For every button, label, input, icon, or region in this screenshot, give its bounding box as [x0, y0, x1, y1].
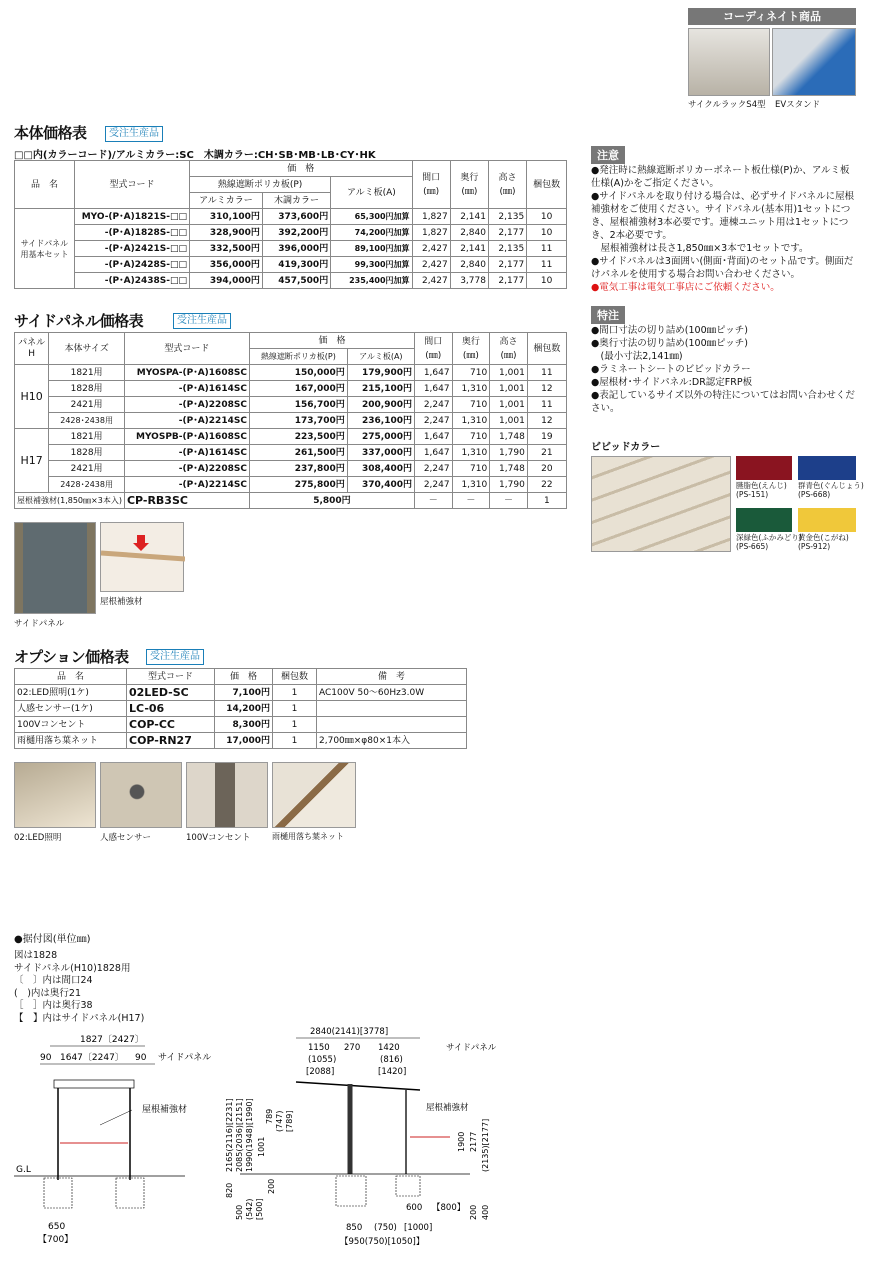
swatch-2-label: 群青色(ぐんじょう) (PS-668)	[798, 481, 864, 499]
h-name: 品 名	[15, 161, 75, 209]
cell-price: 310,100円	[190, 209, 263, 225]
side-v10: (2135)[2177]	[481, 1118, 490, 1172]
cell-price: 419,300円	[262, 257, 330, 273]
cell-price: 373,600円	[262, 209, 330, 225]
side-panel-caption: サイドパネル	[14, 619, 65, 629]
side-v1: 2165(2116)[2231]	[225, 1098, 234, 1172]
option-table	[14, 668, 467, 749]
side-b5: 【800】	[432, 1203, 466, 1213]
side-v16: 200	[469, 1204, 478, 1220]
special-header: 特注	[591, 306, 625, 324]
leaf-net-photo	[272, 762, 356, 828]
front-sidepanel-label: サイドパネル	[158, 1053, 212, 1063]
special-item: ●ラミネートシートのビビッドカラー	[591, 364, 751, 375]
cell-price: 275,800円	[249, 477, 347, 493]
cell-code: MYO-(P･A)1821S-□□	[75, 209, 190, 225]
h-code: 型式コード	[75, 161, 190, 209]
h-polica: 熱線遮断ポリカ板(P)	[190, 177, 331, 193]
cell-value: 1,748	[490, 429, 528, 445]
main-price-table	[14, 160, 567, 289]
cell-note: AC100V 50～60Hz3.0W	[317, 685, 467, 701]
cell-value: 2,177	[488, 257, 526, 273]
led-caption: 02:LED照明	[14, 833, 62, 843]
sensor-photo	[100, 762, 182, 828]
cell-value: 710	[452, 397, 490, 413]
special-item: ●表記しているサイズ以外の特注についてはお問い合わせください。	[591, 390, 855, 414]
cell-value: 1,001	[490, 381, 528, 397]
swatch-4	[798, 508, 856, 532]
cell-note	[317, 717, 467, 733]
h-depth: 奥行 (㎜)	[452, 333, 490, 365]
cell-pack: 1	[273, 685, 317, 701]
cell-value: 19	[527, 429, 566, 445]
side-elevation-drawing	[220, 1022, 520, 1268]
cell-value: 1,310	[452, 445, 490, 461]
notice-header: 注意	[591, 146, 625, 164]
table-row	[15, 257, 567, 273]
cell-price: 275,000円	[347, 429, 414, 445]
cell-value: 1,790	[490, 477, 528, 493]
h-name: 品 名	[15, 669, 127, 685]
cell-price: 223,500円	[249, 429, 347, 445]
front-bottom-dim: 650	[48, 1222, 66, 1232]
cell-value: 2,141	[450, 209, 488, 225]
cell-price: 332,500円	[190, 241, 263, 257]
cell-value: －	[414, 493, 452, 509]
table-row	[15, 717, 467, 733]
table-row	[15, 365, 567, 381]
side-b2: (750)	[374, 1223, 397, 1233]
down-arrow-icon	[101, 523, 185, 593]
cell-price: 261,500円	[249, 445, 347, 461]
side-v8: 1900	[457, 1131, 466, 1152]
vivid-title: ビビッドカラー	[591, 442, 661, 453]
leaf-net-caption: 雨樋用落ち葉ネット	[272, 832, 344, 841]
cell-code: MYOSPA-(P･A)1608SC	[124, 365, 249, 381]
cell-name: 02:LED照明(1ケ)	[15, 685, 127, 701]
drawing-note: ( )内は奥行21	[14, 987, 82, 999]
front-dim-mid: 1647〔2247〕	[60, 1053, 124, 1063]
cell-value: 11	[527, 241, 567, 257]
side-v15: [500]	[255, 1198, 264, 1220]
h-alumi-color: アルミカラー	[190, 193, 263, 209]
cell-value: 2,840	[450, 225, 488, 241]
h-height: 高さ (㎜)	[490, 333, 528, 365]
front-dim-90b: 90	[135, 1053, 147, 1063]
h-panel: パネル H	[15, 333, 49, 365]
notice-item: ●サイドパネルは3面囲い(側面･背面)のセット品です。側面だけパネルを使用する場合お問い合わせください。	[591, 256, 854, 280]
side-title: サイドパネル価格表	[14, 312, 144, 330]
cell-value: 1,647	[414, 381, 452, 397]
cell-value: 2,427	[412, 273, 450, 289]
cell-value: 1,748	[490, 461, 528, 477]
cell-value: 2,247	[414, 477, 452, 493]
notice-list	[591, 164, 856, 294]
cell-price: 200,900円	[347, 397, 414, 413]
cell-price: 65,300円加算	[331, 209, 412, 225]
drawing-title: ●据付図(単位㎜)	[14, 934, 91, 945]
cell-price: 156,700円	[249, 397, 347, 413]
cell-code: -(P･A)2214SC	[124, 413, 249, 429]
h-price: 価 格	[249, 333, 414, 349]
special-list	[591, 324, 856, 415]
h-alumi: アルミ板(A)	[347, 349, 414, 365]
h-pack: 梱包数	[527, 333, 566, 365]
coord-header: コーディネイト商品	[688, 8, 856, 25]
side-v4: 1001	[257, 1136, 266, 1157]
notice-item: ●発注時に熱線遮断ポリカーボネート板仕様(P)か、アルミ板仕様(A)かをご指定ください。	[591, 165, 850, 189]
table-row	[15, 477, 567, 493]
front-dim-top: 1827〔2427〕	[80, 1035, 144, 1045]
table-row	[15, 685, 467, 701]
side-dim-a: 1150	[308, 1043, 330, 1053]
main-title: 本体価格表	[14, 124, 87, 142]
cell-code: -(P･A)2428S-□□	[75, 257, 190, 273]
cell-code: -(P･A)1828S-□□	[75, 225, 190, 241]
h-note: 備 考	[317, 669, 467, 685]
cell-name: 100Vコンセント	[15, 717, 127, 733]
cell-price: 392,200円	[262, 225, 330, 241]
special-item: ●間口寸法の切り詰め(100㎜ピッチ)	[591, 325, 748, 336]
cell-name: 雨樋用落ち葉ネット	[15, 733, 127, 749]
option-title: オプション価格表	[14, 648, 129, 666]
h-width: 間口 (㎜)	[412, 161, 450, 209]
cell-value: 2,840	[450, 257, 488, 273]
cell-value: －	[490, 493, 528, 509]
side-b4: 600	[406, 1203, 423, 1213]
cell-value: 2,177	[488, 225, 526, 241]
side-b6: 【950(750)[1050]】	[340, 1237, 425, 1247]
special-item: ●奥行寸法の切り詰め(100㎜ピッチ)	[591, 338, 748, 349]
cell-size: 1828用	[49, 445, 125, 461]
drawing-notes	[14, 950, 144, 1025]
option-badge: 受注生産品	[146, 649, 204, 665]
cell-code: LC-06	[127, 701, 215, 717]
side-v17: 400	[481, 1204, 490, 1220]
main-badge: 受注生産品	[105, 126, 163, 142]
cell-value: 1,001	[490, 397, 528, 413]
cell-code: CP-RB3SC	[124, 493, 249, 509]
table-row	[15, 429, 567, 445]
side-v7: [789]	[285, 1110, 294, 1132]
side-v6: (747)	[275, 1110, 284, 1132]
drawing-note: 図は1828	[14, 950, 58, 961]
cell-size: 1821用	[49, 365, 125, 381]
cell-price: 370,400円	[347, 477, 414, 493]
side-b3: [1000]	[404, 1223, 433, 1233]
cell-value: 1,001	[490, 365, 528, 381]
cell-value: 2,427	[412, 241, 450, 257]
h-code: 型式コード	[124, 333, 249, 365]
table-row	[15, 273, 567, 289]
cell-price: 8,300円	[215, 717, 273, 733]
cell-code: 02LED-SC	[127, 685, 215, 701]
cell-price: 235,400円加算	[331, 273, 412, 289]
cell-size: 2428･2438用	[49, 413, 125, 429]
cell-value: 2,427	[412, 257, 450, 273]
cell-value: 11	[527, 257, 567, 273]
cell-price: 457,500円	[262, 273, 330, 289]
table-row	[15, 733, 467, 749]
cell-value: 1,827	[412, 209, 450, 225]
cell-price: 14,200円	[215, 701, 273, 717]
cell-value: 2,247	[414, 461, 452, 477]
cell-price: 308,400円	[347, 461, 414, 477]
cell-code: -(P･A)1614SC	[124, 445, 249, 461]
h-pack: 梱包数	[273, 669, 317, 685]
cell-value: 12	[527, 413, 566, 429]
cell-value: 1,647	[414, 365, 452, 381]
front-gl-label: G.L	[16, 1165, 31, 1175]
cell-price: 236,100円	[347, 413, 414, 429]
side-sidepanel-label: サイドパネル	[446, 1043, 497, 1053]
special-item: ●屋根材･サイドパネル:DR認定FRP板	[591, 377, 753, 388]
cell-value: 1,310	[452, 381, 490, 397]
cell-code: -(P･A)2208SC	[124, 461, 249, 477]
side-dim-c: 1420	[378, 1043, 400, 1053]
cell-value: 10	[527, 273, 567, 289]
side-v13: 500	[235, 1204, 244, 1220]
h-wood-color: 木調カラー	[262, 193, 330, 209]
h-size: 本体サイズ	[49, 333, 125, 365]
h-price: 価 格	[190, 161, 413, 177]
cell-value: 2,135	[488, 241, 526, 257]
front-bottom-dim-h17: 【700】	[38, 1235, 74, 1245]
cell-price: 167,000円	[249, 381, 347, 397]
cell-name: 屋根補強材(1,850㎜×3本入)	[15, 493, 125, 509]
cell-price: 396,000円	[262, 241, 330, 257]
notice-item: ●電気工事は電気工事店にご依頼ください。	[591, 282, 780, 293]
table-row	[15, 225, 567, 241]
cell-pack: 1	[273, 701, 317, 717]
table-row	[15, 381, 567, 397]
cell-price: 237,800円	[249, 461, 347, 477]
notice-item: 屋根補強材は長さ1,850㎜×3本で1セットです。	[591, 243, 809, 254]
cell-size: 2421用	[49, 461, 125, 477]
side-v11: 820	[225, 1182, 234, 1198]
front-dim-90a: 90	[40, 1053, 52, 1063]
side-dim-g: [1420]	[378, 1067, 407, 1077]
cell-price: 5,800円	[249, 493, 414, 509]
side-v14: (542)	[245, 1198, 254, 1220]
cell-value: 1,310	[452, 477, 490, 493]
outlet-photo	[186, 762, 268, 828]
side-dim-top: 2840(2141)[3778]	[310, 1027, 389, 1037]
cell-code: -(P･A)2438S-□□	[75, 273, 190, 289]
cell-value: 710	[452, 461, 490, 477]
cell-code: -(P･A)2208SC	[124, 397, 249, 413]
h-width: 間口 (㎜)	[414, 333, 452, 365]
cell-value: 22	[527, 477, 566, 493]
cell-price: 7,100円	[215, 685, 273, 701]
main-subtitle: □□内(カラーコード)/アルミカラー:SC 木調カラー:CH･SB･MB･LB･CY･HK	[14, 150, 376, 161]
table-row	[15, 241, 567, 257]
cell-price: 99,300円加算	[331, 257, 412, 273]
swatch-4-label: 黄金色(こがね) (PS-912)	[798, 533, 849, 551]
swatch-3	[736, 508, 792, 532]
cell-price: 394,000円	[190, 273, 263, 289]
cell-code: COP-RN27	[127, 733, 215, 749]
sensor-caption: 人感センサー	[100, 833, 152, 843]
cell-value: 2,177	[488, 273, 526, 289]
side-b1: 850	[346, 1223, 363, 1233]
cell-price: 150,000円	[249, 365, 347, 381]
led-photo	[14, 762, 96, 828]
cell-value: 3,778	[450, 273, 488, 289]
ev-stand-photo	[772, 28, 856, 96]
cell-value: 12	[527, 381, 566, 397]
cell-value: 710	[452, 429, 490, 445]
side-v12: 200	[267, 1178, 276, 1194]
cell-value: 11	[527, 365, 566, 381]
table-row	[15, 397, 567, 413]
cell-pack: 1	[273, 733, 317, 749]
side-dim-f: [2088]	[306, 1067, 335, 1077]
drawing-note: サイドパネル(H10)1828用	[14, 962, 131, 974]
roof-reinf-photo	[100, 522, 184, 592]
cell-size: 2421用	[49, 397, 125, 413]
notice-item: ●サイドパネルを取り付ける場合は、必ずサイドパネルに屋根補強材をご使用ください。サイドパネル(基本用)1セットにつき、屋根補強材3本必要です。連棟ユニット用は1セットにつき、2本必要です。	[591, 191, 855, 241]
side-v5: 789	[265, 1108, 274, 1124]
table-row	[15, 413, 567, 429]
side-dim-d: (1055)	[308, 1055, 337, 1065]
cell-value: 1,647	[414, 429, 452, 445]
h-depth: 奥行 (㎜)	[450, 161, 488, 209]
group-label: H10	[15, 365, 49, 429]
cell-name: 人感センサー(1ケ)	[15, 701, 127, 717]
swatch-3-label: 深緑色(ふかみどり) (PS-665)	[736, 533, 802, 551]
h-alumi-plate: アルミ板(A)	[331, 177, 412, 209]
cell-value: 1,001	[490, 413, 528, 429]
cell-value: 10	[527, 225, 567, 241]
h-height: 高さ (㎜)	[488, 161, 526, 209]
cell-size: 1828用	[49, 381, 125, 397]
cell-code: -(P･A)2421S-□□	[75, 241, 190, 257]
side-panel-photo	[14, 522, 96, 614]
side-price-table	[14, 332, 567, 509]
drawing-note: 【 】内はサイドパネル(H17)	[14, 1012, 145, 1024]
cell-value: 2,135	[488, 209, 526, 225]
bicycle-rack-caption: サイクルラックS4型	[688, 100, 766, 110]
special-item: (最小寸法2,141㎜)	[591, 351, 683, 362]
cell-value: 1	[527, 493, 566, 509]
h-polica: 熱線遮断ポリカ板(P)	[249, 349, 347, 365]
cell-price: 17,000円	[215, 733, 273, 749]
front-reinf-label: 屋根補強材	[142, 1105, 188, 1115]
cell-code: -(P･A)2214SC	[124, 477, 249, 493]
cell-code: COP-CC	[127, 717, 215, 733]
cell-note: 2,700㎜×φ80×1本入	[317, 733, 467, 749]
cell-value: 1,827	[412, 225, 450, 241]
cell-value: 1,647	[414, 445, 452, 461]
cell-price: 89,100円加算	[331, 241, 412, 257]
cell-value: 2,247	[414, 397, 452, 413]
cell-value: 1,310	[452, 413, 490, 429]
drawing-note: ［ ］内は奥行38	[14, 1000, 93, 1011]
swatch-1-label: 臙脂色(えんじ) (PS-151)	[736, 481, 787, 499]
outlet-caption: 100Vコンセント	[186, 833, 251, 843]
cell-price: 74,200円加算	[331, 225, 412, 241]
side-badge: 受注生産品	[173, 313, 231, 329]
cell-price: 173,700円	[249, 413, 347, 429]
table-row	[15, 701, 467, 717]
cell-value: 21	[527, 445, 566, 461]
h-pack: 梱包数	[527, 161, 567, 209]
swatch-1	[736, 456, 792, 480]
cell-value: 2,247	[414, 413, 452, 429]
cell-value: 710	[452, 365, 490, 381]
cell-price: 328,900円	[190, 225, 263, 241]
cell-value: 20	[527, 461, 566, 477]
cell-price: 337,000円	[347, 445, 414, 461]
cell-size: 1821用	[49, 429, 125, 445]
h-price: 価 格	[215, 669, 273, 685]
table-row	[15, 209, 567, 225]
cell-note	[317, 701, 467, 717]
cell-price: 356,000円	[190, 257, 263, 273]
cell-code: -(P･A)1614SC	[124, 381, 249, 397]
cell-value: 10	[527, 209, 567, 225]
cell-size: 2428･2438用	[49, 477, 125, 493]
side-dim-e: (816)	[380, 1055, 403, 1065]
cell-price: 179,900円	[347, 365, 414, 381]
cell-price: 215,100円	[347, 381, 414, 397]
vivid-roof-photo	[591, 456, 731, 552]
roof-reinf-caption: 屋根補強材	[100, 597, 143, 607]
h-code: 型式コード	[127, 669, 215, 685]
side-v3: 1990(1948)[1990]	[245, 1098, 254, 1172]
ev-stand-caption: EVスタンド	[775, 100, 821, 110]
side-reinf-label: 屋根補強材	[426, 1103, 469, 1113]
row-label: サイドパネル用基本セット	[15, 209, 75, 289]
table-row	[15, 461, 567, 477]
swatch-2	[798, 456, 856, 480]
side-v9: 2177	[469, 1131, 478, 1152]
cell-value: 11	[527, 397, 566, 413]
table-row-reinforcement	[15, 493, 567, 509]
cell-code: MYOSPB-(P･A)1608SC	[124, 429, 249, 445]
table-row	[15, 445, 567, 461]
side-v2: 2085(2036)[2151]	[235, 1098, 244, 1172]
group-label: H17	[15, 429, 49, 493]
side-dim-b: 270	[344, 1043, 361, 1053]
front-elevation-drawing	[10, 1030, 235, 1265]
bicycle-rack-photo	[688, 28, 770, 96]
cell-value: 2,141	[450, 241, 488, 257]
cell-value: －	[452, 493, 490, 509]
drawing-note: 〔 〕内は間口24	[14, 975, 93, 986]
cell-value: 1,790	[490, 445, 528, 461]
cell-pack: 1	[273, 717, 317, 733]
